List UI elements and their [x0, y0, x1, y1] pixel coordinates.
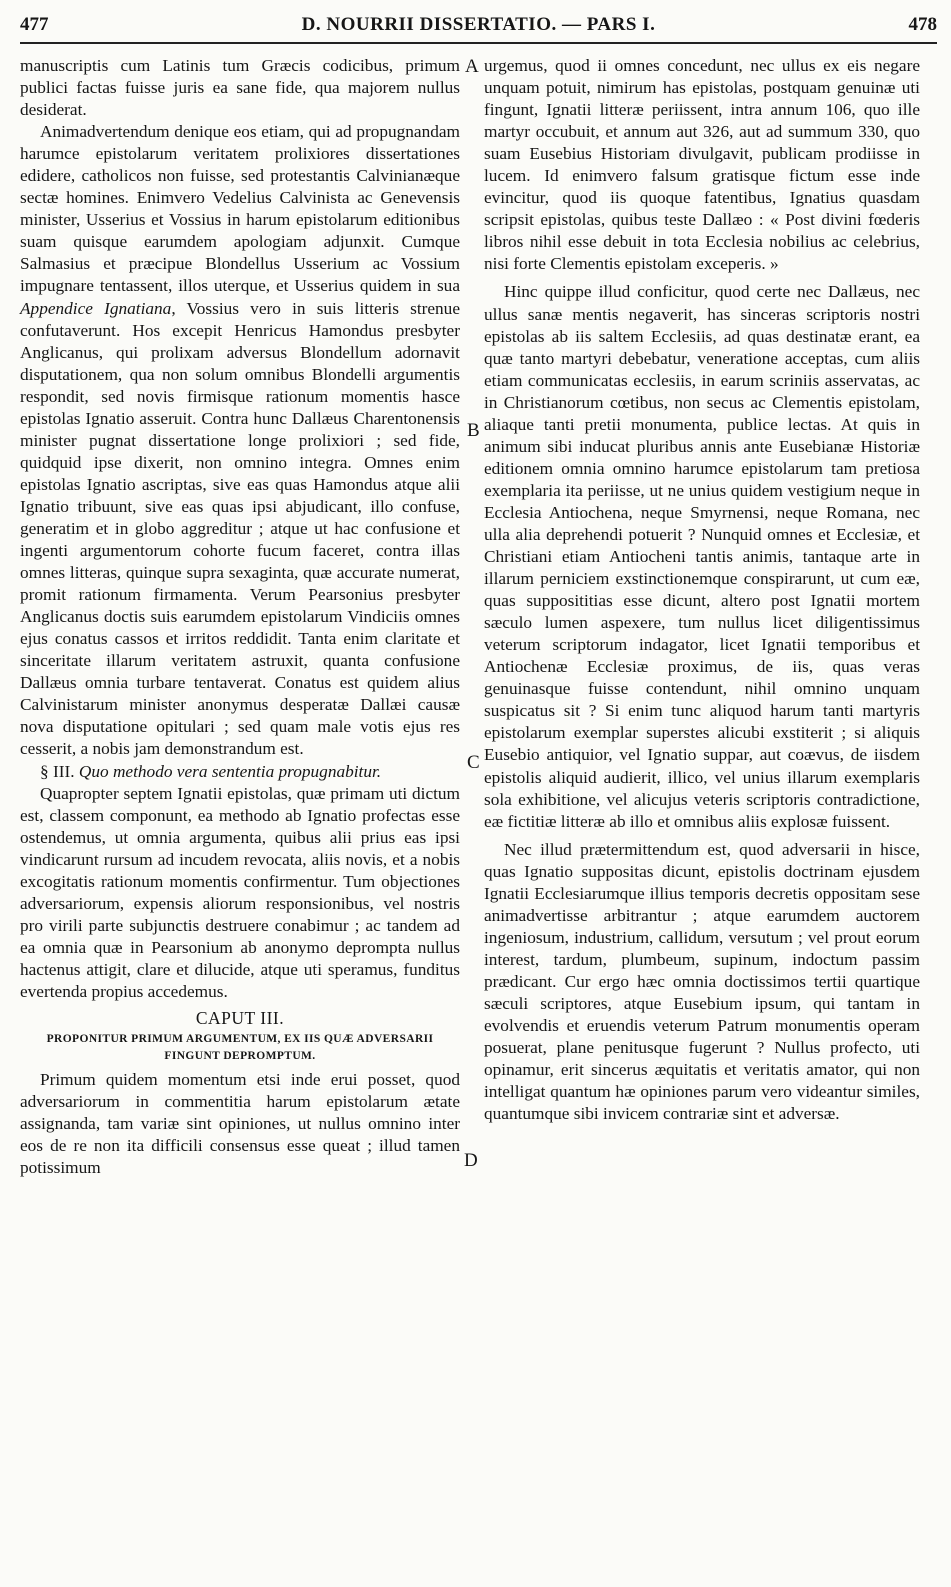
left-paragraph-2: [20, 121, 460, 760]
right-paragraph-1: urgemus, quod ii omnes concedunt, nec ullus ex eis negare unquam potuit, nimirum has epistolas, postquam genuinæ uti fingunt, Ignatii litteræ periissent, intra annum 106, quo ille martyr occubuit, et annum aut 326, aut ad summum 330, quo suam Eusebius Historiam divulgavit, publicam prodiisse in lucem. Id enimvero falsum gratisque fictum esse inde evincitur, quod iis quoque fatentibus, Ignatius quasdam scripsit epistolas, quibus teste Dallæo : « Post divini fœderis libros nihil esse debuit in tota Ecclesia nobilius ac celebrius, nisi forte Clementis epistolam exceperis. »: [484, 56, 920, 274]
chapter-subtitle: PROPONITUR PRIMUM ARGUMENTUM, EX IIS QUÆ ADVERSARII FINGUNT DEPROMPTUM.: [46, 1033, 434, 1063]
left-column: [20, 55, 460, 1179]
right-paragraph-2: Hinc quippe illud conficitur, quod certe nec Dallæus, nec ullus sanæ mentis negaverit, has sinceras scriptoris nostri epistolas ab iis saltem Ecclesiis, ad quas destinatæ erant, ea quæ tanto martyri debebatur, veneratione acceptas, cum aliis etiam communicatas ecclesiis, in earum scriniis asservatas, ac in Christianorum cœtibus, non secus ac Clementis epistolam, aliaque tanti pretii monumenta, publice lectas. At quis in animum sibi inducat pluribus annis ante Eusebianæ Historiæ editionem omnia omnino harumce epistolarum tam pretiosa exemplaria ita periisse, ut ne unius quidem vestigium neque in Ecclesia Antiochena, neque Smyrnensi, neque Romana, nec ulla alia deprehendi potuerit ? Nunquid omnes et Ecclesiæ, et Christiani etiam Antiocheni tantis animis, tantaque arte in illarum perniciem exstinctionemque conspirarunt, ut cum eæ, quas supposititias esse dicunt, altero post Ignatii mortem sæculo lumen aspexere, tum nullus licet diligentissimus veterum scriptorum indagator, licet Ignatii temporibus et Antiochenæ Ecclesiæ proximus, de iis, quas veras genuinasque fuisse contendunt, nihil omnino unquam suspicatus sit ? Si enim tunc aliquod harum tanti martyris epistolarum exemplar superstes alicubi exstiterit ; si aliquis Eusebio antiquior, vel Ignatio suppar, aut coævus, de iisdem epistolis aliquid audierit, illico, vel unius illarum exemplaris sola exhibitione, vel alicujus veteris scriptoris contradictione, eæ fictitiæ litteræ ab illo et omnibus aliis explosæ fuissent.: [484, 282, 920, 831]
margin-letter-c: C: [467, 752, 480, 773]
section-title: Quo methodo vera sententia propugnabitur.: [78, 761, 382, 781]
margin-letter-d: D: [464, 1150, 478, 1171]
left-paragraph-1: manuscriptis cum Latinis tum Græcis codicibus, primum publici factas fuisse juris ea sane fide, qua majorem nullus desiderat.: [20, 56, 460, 120]
page-number-left: 477: [20, 14, 49, 35]
chapter-heading: CAPUT III.: [195, 1008, 285, 1029]
left-paragraph-3: Quapropter septem Ignatii epistolas, quæ primam uti dictum est, classem componunt, ea methodo ab Ignatio profectas esse ostendemus, ut omnia argumenta, quibus alii prius eas ipsi vindicarunt rursum ad incudem revocata, aliis novis, et a nobis excogitatis rationum momentis confirmentur. Tum objectiones adversariorum, expensis aliorum responsionibus, vel nostris pro virili parte subjunctis destruere conabimur ; ac tandem ad ea omnia quæ in Pearsonium ab anonymo deprompta nullus hactenus attigit, clare et dilucide, atque uti speramus, funditus evertenda propius accedemus.: [20, 783, 460, 1001]
margin-letter-b: B: [467, 420, 480, 441]
running-header: [20, 14, 937, 44]
section-heading: [20, 761, 460, 783]
left-paragraph-2-text-a: Animadvertendum denique eos etiam, qui ad propugnandam harumce epistolarum veritatem prolixiores dissertationes edidere, catholicos non fuisse, sed protestantis Calvinianæque sectæ homines. Enimvero Vedelius Calvinista ac Genevensis minister, Usserius et Vossius in harum epistolarum editionibus suam quisque earumdem apologiam adjunxit. Cumque Salmasius et præcipue Blondellus Usserium ac Vossium impugnare tentassent, illos uterque, et Usserius quidem in sua: [20, 122, 460, 296]
left-paragraph-2-text-b: , Vossius vero in suis litteris strenue confutaverunt. Hos excepit Henricus Hamondus presbyter Anglicanus, qui prolixam adversus Blondellum adornavit disputationem, qua non solum omnibus Blondelli argumentis respondit, sed novis firmisque rationum momentis hasce epistolas Ignatio asseruit. Contra hunc Dallæus Charentonensis minister pugnat dissertatione longe prolixiori ; sed fide, quidquid ipse dixerit, non omnino integra. Omnes enim epistolas Ignatio ascriptas, sive eas quas Hamondus atque alii Ignatio tribuunt, sive eas quas ipsi abjudicant, illo confuse, generatim et in globo aggreditur ; atque ut hac confusione et ingenti argumentorum cohorte fucum faceret, contra illas omnes litteras, quinque supra sexaginta, quæ accurate numerat, promit rationum firmamenta. Verum Pearsonius presbyter Anglicanus doctis suis earumdem epistolarum Vindiciis omnes ejus conatus cassos et irritos reddidit. Tanta enim claritate et sinceritate illarum veritatem astruxit, quanta confusione Dallæus omnia turbare tentaverat. Conatus est quidem alius Calvinistarum minister anonymus desperatæ Dallæi causæ nova disputatione opitulari ; sed quam male votis ejus res cesserit, a nobis jam demonstrandum est.: [20, 298, 460, 759]
right-paragraph-3: Nec illud prætermittendum est, quod adversarii in hisce, quas Ignatio suppositas dicunt, epistolis doctrinam ejusdem Ignatii Ecclesiarumque illius temporis decretis oppositam sese animadvertisse arbitrantur ; atque earumdem auctorem ingeniosum, industrium, callidum, versutum ; vel prout eorum interest, tardum, plumbeum, supinum, indoctum passim prædicant. Cur ergo hæc omnia doctissimos tertii quartique sæculi scriptores, atque Eusebium ipsum, qui tantam in evolvendis et eruendis veterum Patrum monumentis operam posuerat, plane penitusque fugerunt ? Nullus profecto, uti opinamur, erit sincerus æquitatis et veritatis amator, qui non intelligat quantum hæ opiniones parum vero videantur similes, quantumque sibi invicem contrariæ sint et adversæ.: [484, 839, 920, 1124]
page-number-right: 478: [908, 14, 937, 35]
running-title: D. NOURRII DISSERTATIO. — PARS I.: [301, 14, 656, 35]
right-column: [484, 55, 920, 1125]
left-paragraph-4: Primum quidem momentum etsi inde erui posset, quod adversariorum in commentitia harum epistolarum ætate assignanda, tam variæ sint opiniones, ut nullus omnino inter eos de re non ita difficili consensus esse queat ; illud tamen potissimum: [20, 1070, 460, 1178]
section-number: § III.: [40, 761, 79, 781]
margin-letter-a: A: [465, 56, 479, 77]
appendix-title: Appendice Ignatiana: [20, 298, 172, 318]
